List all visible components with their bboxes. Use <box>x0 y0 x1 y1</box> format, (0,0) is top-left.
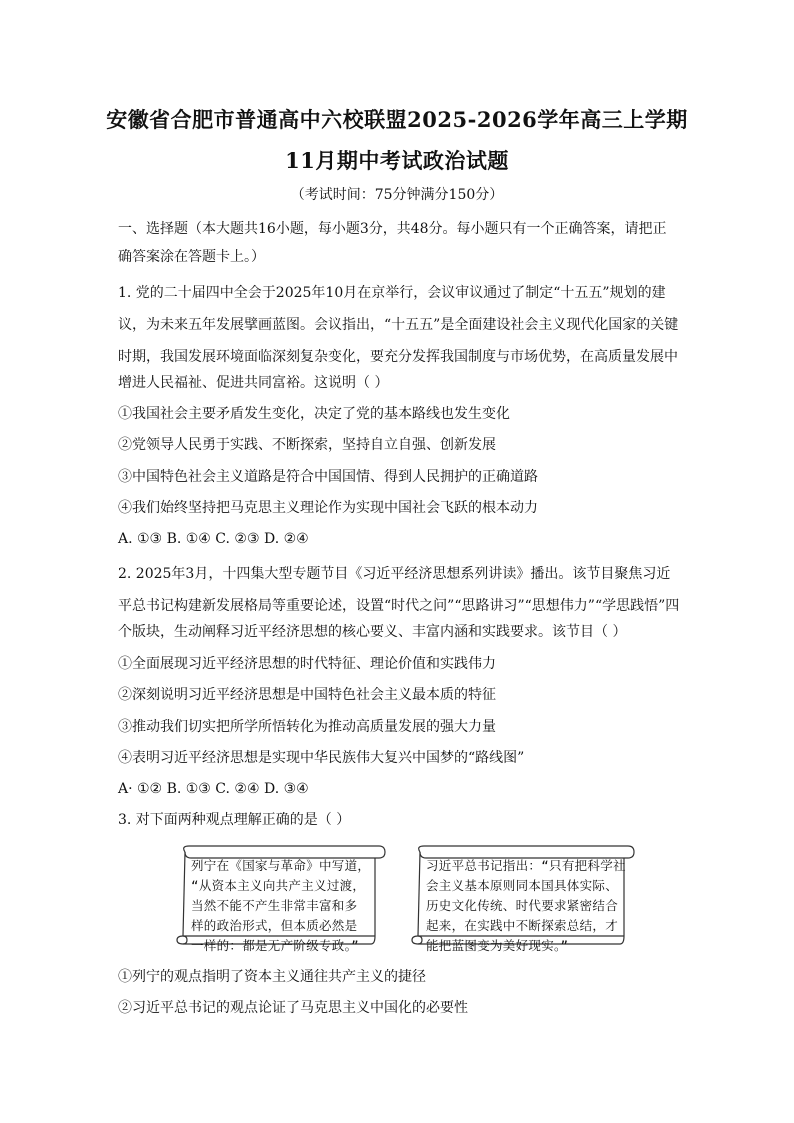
quote-line: 习近平总书记指出：“只有把科学社 <box>426 858 626 873</box>
exam-duration-subtitle: （考试时间：75分钟满分150分） <box>290 187 504 203</box>
q1-stem-line: 议，为未来五年发展擘画蓝图。会议指出，“十五五”是全面建设社会主义现代化国家的关键 <box>118 317 679 333</box>
q2-option: ②深刻说明习近平经济思想是中国特色社会主义最本质的特征 <box>118 687 496 703</box>
quote-line: 样的政治形式，但本质必然是 <box>191 918 358 933</box>
quote-line: 一样的：都是无产阶级专政。” <box>191 938 359 953</box>
q3-option: ①列宁的观点指明了资本主义通往共产主义的捷径 <box>118 969 426 985</box>
section-instructions-line-1: 一、选择题（本大题共16小题，每小题3分，共48分。每小题只有一个正确答案，请把正 <box>118 221 667 237</box>
title-line-1: 安徽省合肥市普通高中六校联盟2025-2026学年高三上学期 <box>106 107 688 132</box>
quote-line: 列宁在《国家与革命》中写道， <box>191 858 371 873</box>
quote-line: 当然不能不产生非常丰富和多 <box>191 898 358 913</box>
q2-option: ④表明习近平经济思想是实现中华民族伟大复兴中国梦的“路线图” <box>118 750 525 766</box>
quote-line: 历史文化传统、时代要求紧密结合 <box>426 898 619 913</box>
q2-answer-choices: A· ①② B. ①③ C. ②④ D. ③④ <box>118 781 309 797</box>
title-line-2: 11月期中考试政治试题 <box>285 148 509 173</box>
quote-line: “从资本主义向共产主义过渡， <box>191 878 366 893</box>
q2-stem-line: 平总书记构建新发展格局等重要论述，设置“时代之问”“思路讲习”“思想伟力”“学思践悟”四 <box>118 598 680 614</box>
q2-stem-line: 个版块，生动阐释习近平经济思想的核心要义、丰富内涵和实践要求。该节目（ ） <box>118 624 627 640</box>
q1-option: ①我国社会主要矛盾发生变化，决定了党的基本路线也发生变化 <box>118 406 510 422</box>
q3-option: ②习近平总书记的观点论证了马克思主义中国化的必要性 <box>118 1000 468 1016</box>
q2-option: ①全面展现习近平经济思想的时代特征、理论价值和实践伟力 <box>118 656 496 672</box>
quote-line: 起来，在实践中不断探索总结，才 <box>426 918 619 933</box>
section-instructions-line-2: 确答案涂在答题卡上。） <box>118 249 265 265</box>
quote-line: 能把蓝图变为美好现实。” <box>426 938 569 953</box>
q1-answer-choices: A. ①③ B. ①④ C. ②③ D. ②④ <box>118 531 309 547</box>
q1-option: ②党领导人民勇于实践、不断探索，坚持自立自强、创新发展 <box>118 437 496 453</box>
q1-stem-line: 增进人民福祉、促进共同富裕。这说明（ ） <box>118 375 389 391</box>
q2-option: ③推动我们切实把所学所悟转化为推动高质量发展的强大力量 <box>118 719 496 735</box>
lenin-quote-scroll <box>175 844 387 953</box>
xi-quote-scroll <box>410 844 636 953</box>
lenin-quote-text <box>191 856 370 956</box>
q1-stem-line: 时期，我国发展环境面临深刻复杂变化，要充分发挥我国制度与市场优势，在高质量发展中 <box>118 349 678 365</box>
q1-option: ④我们始终坚持把马克思主义理论作为实现中国社会飞跃的根本动力 <box>118 500 538 516</box>
q1-stem-line: 1. 党的二十届四中全会于2025年10月在京举行，会议审议通过了制定“十五五”规划的建 <box>118 285 666 301</box>
q3-stem: 3. 对下面两种观点理解正确的是（ ） <box>118 812 351 828</box>
xi-quote-text <box>426 856 626 956</box>
q1-option: ③中国特色社会主义道路是符合中国国情、得到人民拥护的正确道路 <box>118 469 538 485</box>
q2-stem-line: 2. 2025年3月，十四集大型专题节目《习近平经济思想系列讲读》播出。该节目聚焦习近 <box>118 566 671 582</box>
quote-line: 会主义基本原则同本国具体实际、 <box>426 878 619 893</box>
